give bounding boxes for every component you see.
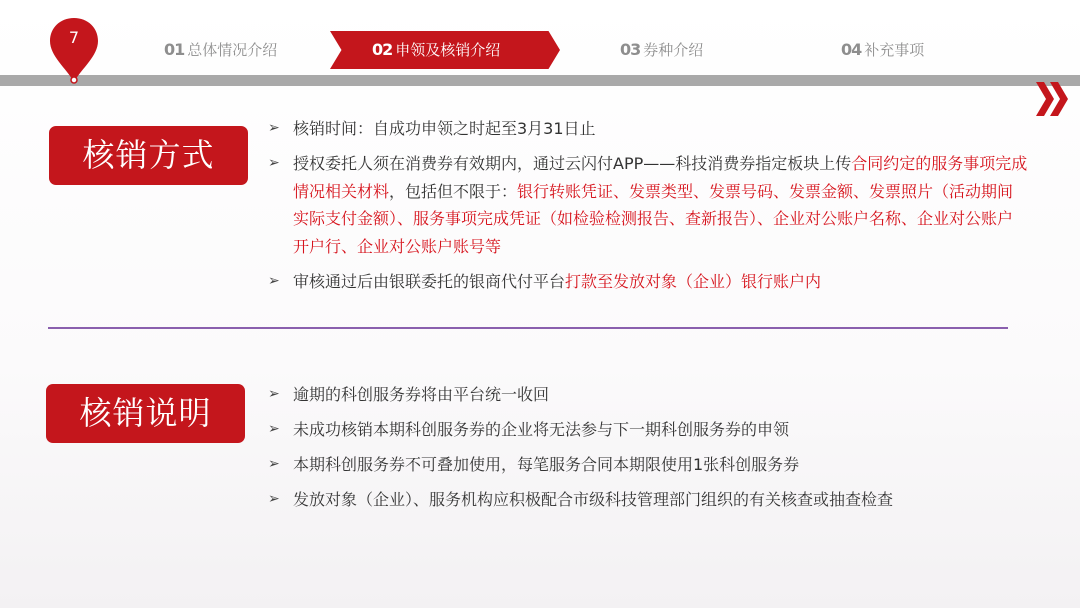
double-chevron-right-icon[interactable] xyxy=(1036,80,1070,118)
nav-item-label: 总体情况介绍 xyxy=(187,41,278,59)
bullet-text: 发放对象（企业）、服务机构应积极配合市级科技管理部门组织的有关核查或抽查检查 xyxy=(293,490,894,509)
list-item xyxy=(268,486,1028,514)
section-title-redeem-notes: 核销说明 xyxy=(46,384,245,443)
list-item xyxy=(268,268,1028,296)
nav-item-number: 04 xyxy=(841,40,862,59)
list-item xyxy=(268,150,1028,260)
location-pin-icon xyxy=(48,16,100,84)
page-number: 7 xyxy=(68,28,80,47)
arrowhead-bullet-icon: ➢ xyxy=(268,273,280,289)
arrowhead-bullet-icon: ➢ xyxy=(268,120,280,136)
nav-item-number: 01 xyxy=(164,40,185,59)
nav-item-supplementary[interactable] xyxy=(841,38,924,62)
bullet-text: 核销时间：自成功申领之时起至3月31日止 xyxy=(293,119,596,138)
list-item xyxy=(268,115,1028,143)
bullet-highlight-text: 银行转账凭证、发票类型、发票号码、发票金额、发票照片（活动期间实际支付金额）、服务事项完成凭证（如检验检测报告、查新报告）、企业对公账户名称、企业对公账户开户行、企业对公账户账号等 xyxy=(293,181,1014,256)
nav-bar xyxy=(0,75,1080,86)
arrowhead-bullet-icon: ➢ xyxy=(268,421,280,437)
list-item xyxy=(268,451,1028,479)
nav-item-overview[interactable] xyxy=(164,38,277,62)
bullet-text: 未成功核销本期科创服务券的企业将无法参与下一期科创服务券的申领 xyxy=(293,420,790,439)
bullet-text: 逾期的科创服务券将由平台统一收回 xyxy=(293,385,550,404)
list-item xyxy=(268,381,1028,409)
section-title-redeem-method: 核销方式 xyxy=(49,126,248,185)
bullet-highlight-text: 合同约定的服务事项完成情况相关材料 xyxy=(293,154,1028,201)
nav-item-label: 申领及核销介绍 xyxy=(395,41,501,59)
arrowhead-bullet-icon: ➢ xyxy=(268,386,280,402)
section-divider xyxy=(48,327,1008,329)
bullet-text: ，包括但不限于： xyxy=(389,181,518,201)
arrowhead-bullet-icon: ➢ xyxy=(268,155,280,171)
bullet-text: 审核通过后由银联委托的银商代付平台 xyxy=(293,272,566,291)
list-item xyxy=(268,416,1028,444)
arrowhead-bullet-icon: ➢ xyxy=(268,491,280,507)
nav-item-label: 补充事项 xyxy=(864,41,925,59)
nav-item-coupon-types[interactable] xyxy=(620,38,703,62)
bullet-text: 授权委托人须在消费券有效期内，通过云闪付APP——科技消费券指定板块上传 xyxy=(293,154,852,173)
bullet-highlight-text: 打款至发放对象（企业）银行账户内 xyxy=(565,272,822,291)
nav-item-number: 03 xyxy=(620,40,641,59)
nav-item-label: 券种介绍 xyxy=(643,41,704,59)
arrowhead-bullet-icon: ➢ xyxy=(268,456,280,472)
nav-item-number: 02 xyxy=(372,40,393,59)
nav-item-apply-redeem[interactable] xyxy=(372,38,500,62)
bullet-text: 本期科创服务券不可叠加使用，每笔服务合同本期限使用1张科创服务券 xyxy=(293,455,800,474)
